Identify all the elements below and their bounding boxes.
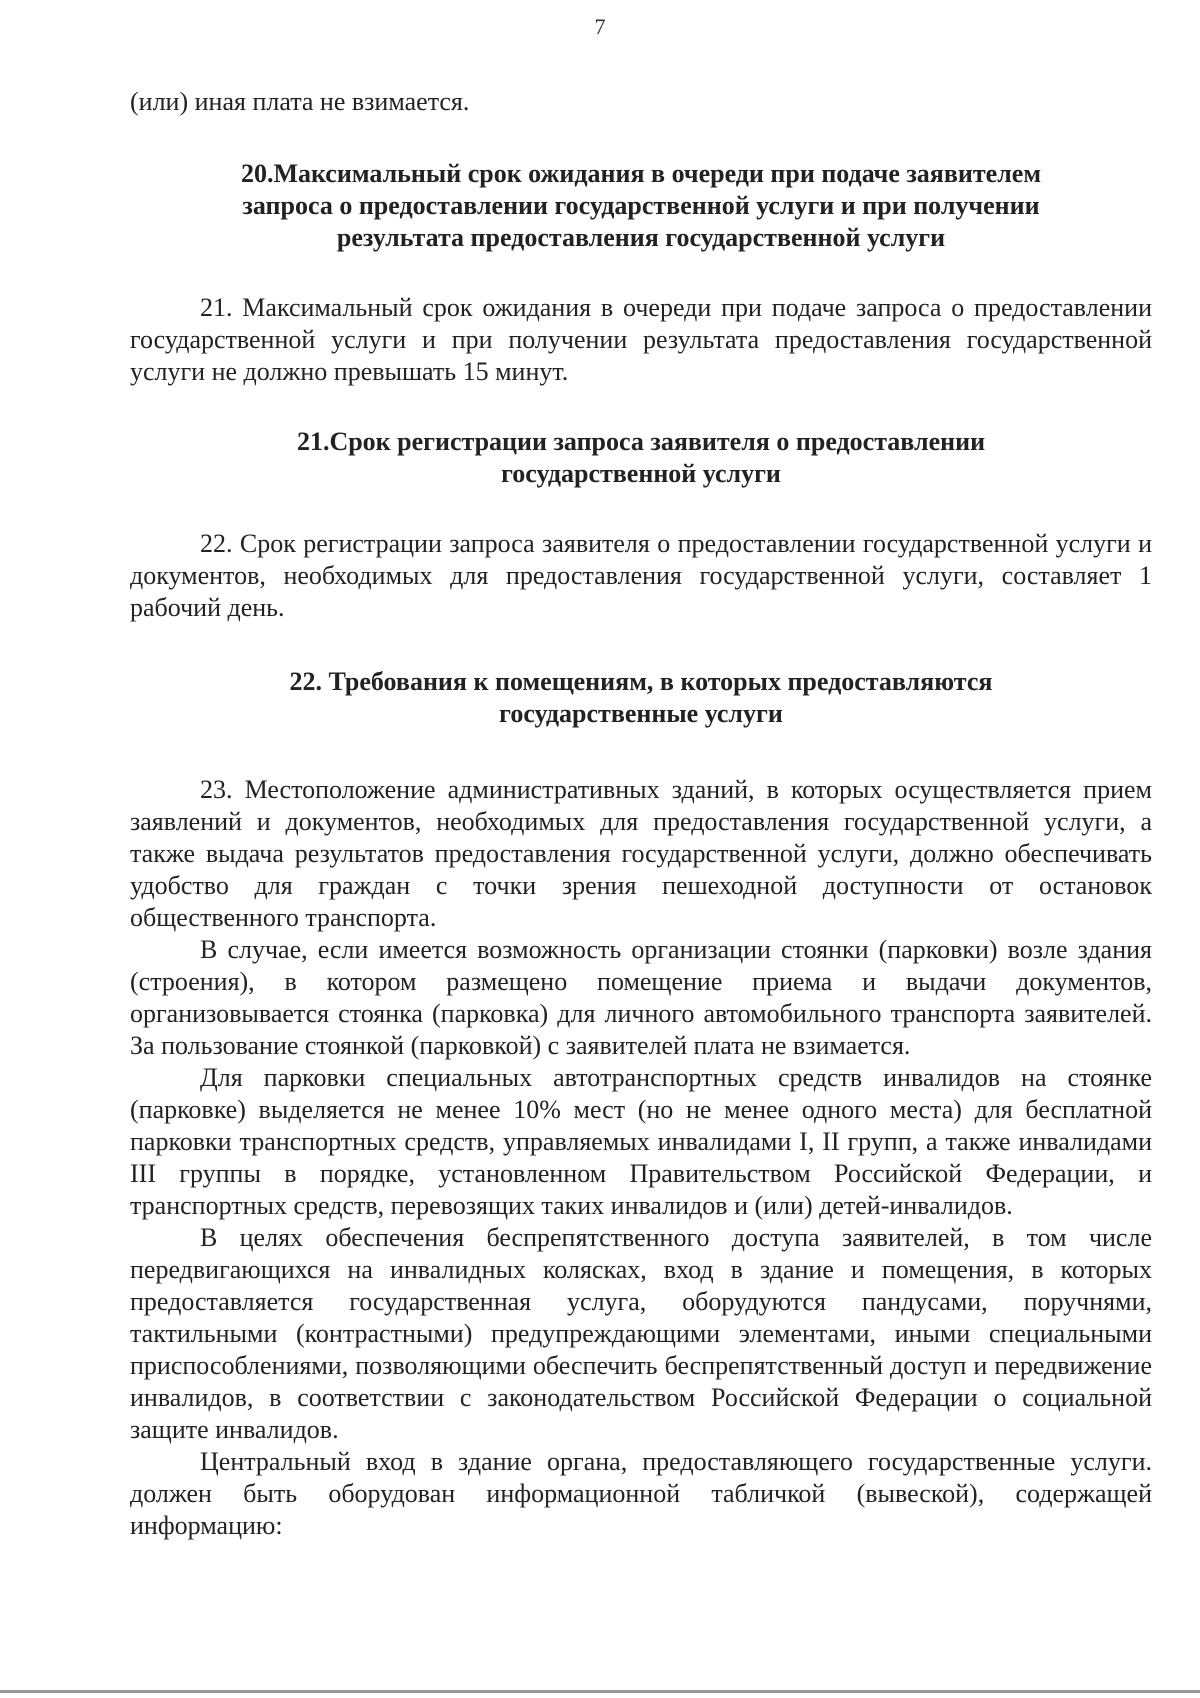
paragraph-accessibility: В целях обеспечения беспрепятственного доступа заявителей, в том числе передвигающихся на инвалидных колясках, вход в здание и помещения, в которых предоставляется государственная услуга, оборудуются пандусами, поручнями, тактильными (контрастными) предупреждающими элементами, иными специальными приспособлениями, позволяющими обеспечить беспрепятственный доступ и передвижение инвалидов, в соответствии с законодательством Российской Федерации о социальной защите инвалидов. [130,1223,1152,1444]
intro-text: (или) иная плата не взимается. [130,87,470,116]
heading-line: государственные услуги [499,699,783,728]
paragraph-entrance-sign: Центральный вход в здание органа, предоставляющего государственные услуги. должен быть оборудован информационной табличкой (вывеской), содержащей информацию: [130,1447,1152,1540]
section-21-heading [130,426,1152,490]
scan-bottom-edge [0,1690,1200,1693]
paragraph-parking: В случае, если имеется возможность организации стоянки (парковки) возле здания (строения), в котором размещено помещение приема и выдачи документов, организовывается стоянка (парковка) для личного автомобильного транспорта заявителей. За пользование стоянкой (парковкой) с заявителей плата не взимается. [130,935,1152,1060]
paragraph-23: 23. Местоположение административных зданий, в которых осуществляется прием заявлений и документов, необходимых для предоставления государственной услуги, а также выдача результатов предоставления государственной услуги, должно обеспечивать удобство для граждан с точки зрения пешеходной доступности от остановок общественного транспорта. [130,775,1152,932]
heading-line: 22. Требования к помещениям, в которых предоставляются [289,667,993,696]
page-number: 7 [594,14,606,39]
paragraph-22: 22. Срок регистрации запроса заявителя о предоставлении государственной услуги и документов, необходимых для предоставления государственной услуги, составляет 1 рабочий день. [130,529,1152,622]
heading-line: запроса о предоставлении государственной услуги и при получении [242,191,1040,220]
page-content [130,86,1152,1542]
heading-line: государственной услуги [501,459,781,488]
heading-line: 20.Максимальный срок ожидания в очереди при подаче заявителем [240,159,1042,188]
heading-line: 21.Срок регистрации запроса заявителя о предоставлении [296,427,986,456]
paragraph-disabled-parking: Для парковки специальных автотранспортных средств инвалидов на стоянке (парковке) выделяется не менее 10% мест (но не менее одного места) для бесплатной парковки транспортных средств, управляемых инвалидами I, II групп, а также инвалидами III группы в порядке, установленном Правительством Российской Федерации, и транспортных средств, перевозящих таких инвалидов и (или) детей-инвалидов. [130,1063,1152,1220]
section-22-heading [130,666,1152,730]
paragraph-21: 21. Максимальный срок ожидания в очереди при подаче запроса о предоставлении государственной услуги и при получении результата предоставления государственной услуги не должно превышать 15 минут. [130,293,1152,386]
section-20-heading [130,158,1152,254]
heading-line: результата предоставления государственной услуги [336,223,946,252]
